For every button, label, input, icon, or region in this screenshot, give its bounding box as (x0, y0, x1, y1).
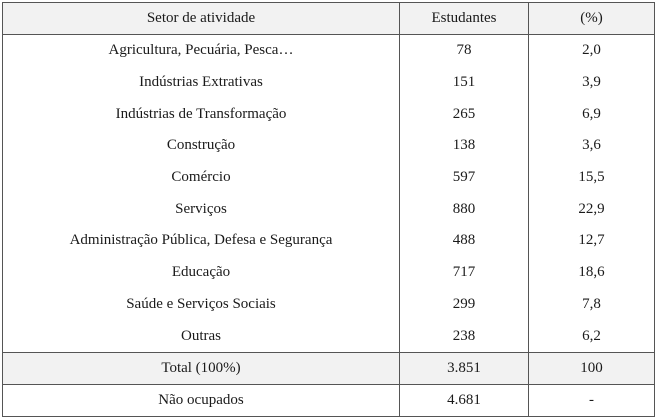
percent-cell: 2,0 (529, 35, 655, 67)
total-row (3, 352, 655, 384)
sector-cell: Outras (3, 320, 400, 352)
percent-cell: 12,7 (529, 225, 655, 257)
students-cell: 597 (400, 162, 529, 194)
unemployed-label: Não ocupados (3, 384, 400, 416)
students-cell: 151 (400, 67, 529, 99)
sector-cell: Agricultura, Pecuária, Pesca… (3, 35, 400, 67)
sector-table (2, 2, 655, 417)
table-row (3, 257, 655, 289)
table-row (3, 98, 655, 130)
sector-cell: Administração Pública, Defesa e Segurança (3, 225, 400, 257)
percent-cell: 6,2 (529, 320, 655, 352)
students-cell: 238 (400, 320, 529, 352)
percent-cell: 15,5 (529, 162, 655, 194)
total-students: 3.851 (400, 352, 529, 384)
percent-cell: 3,9 (529, 67, 655, 99)
table-row (3, 67, 655, 99)
students-cell: 138 (400, 130, 529, 162)
table-row (3, 289, 655, 321)
table-row (3, 162, 655, 194)
header-percent: (%) (529, 3, 655, 35)
students-cell: 488 (400, 225, 529, 257)
header-sector: Setor de atividade (3, 3, 400, 35)
sector-cell: Indústrias Extrativas (3, 67, 400, 99)
sector-cell: Educação (3, 257, 400, 289)
table-body (3, 35, 655, 353)
students-cell: 265 (400, 98, 529, 130)
students-cell: 78 (400, 35, 529, 67)
table-row (3, 193, 655, 225)
sector-cell: Serviços (3, 193, 400, 225)
total-percent: 100 (529, 352, 655, 384)
unemployed-row (3, 384, 655, 416)
header-students: Estudantes (400, 3, 529, 35)
table-row (3, 130, 655, 162)
percent-cell: 7,8 (529, 289, 655, 321)
header-row (3, 3, 655, 35)
students-cell: 717 (400, 257, 529, 289)
students-cell: 880 (400, 193, 529, 225)
table-footer (3, 352, 655, 416)
sector-cell: Indústrias de Transformação (3, 98, 400, 130)
table-row (3, 320, 655, 352)
table-row (3, 35, 655, 67)
sector-cell: Construção (3, 130, 400, 162)
students-cell: 299 (400, 289, 529, 321)
table-row (3, 225, 655, 257)
unemployed-students: 4.681 (400, 384, 529, 416)
percent-cell: 22,9 (529, 193, 655, 225)
percent-cell: 18,6 (529, 257, 655, 289)
percent-cell: 6,9 (529, 98, 655, 130)
sector-table-container (2, 2, 654, 417)
sector-cell: Comércio (3, 162, 400, 194)
total-label: Total (100%) (3, 352, 400, 384)
sector-cell: Saúde e Serviços Sociais (3, 289, 400, 321)
unemployed-percent: - (529, 384, 655, 416)
percent-cell: 3,6 (529, 130, 655, 162)
table-header (3, 3, 655, 35)
